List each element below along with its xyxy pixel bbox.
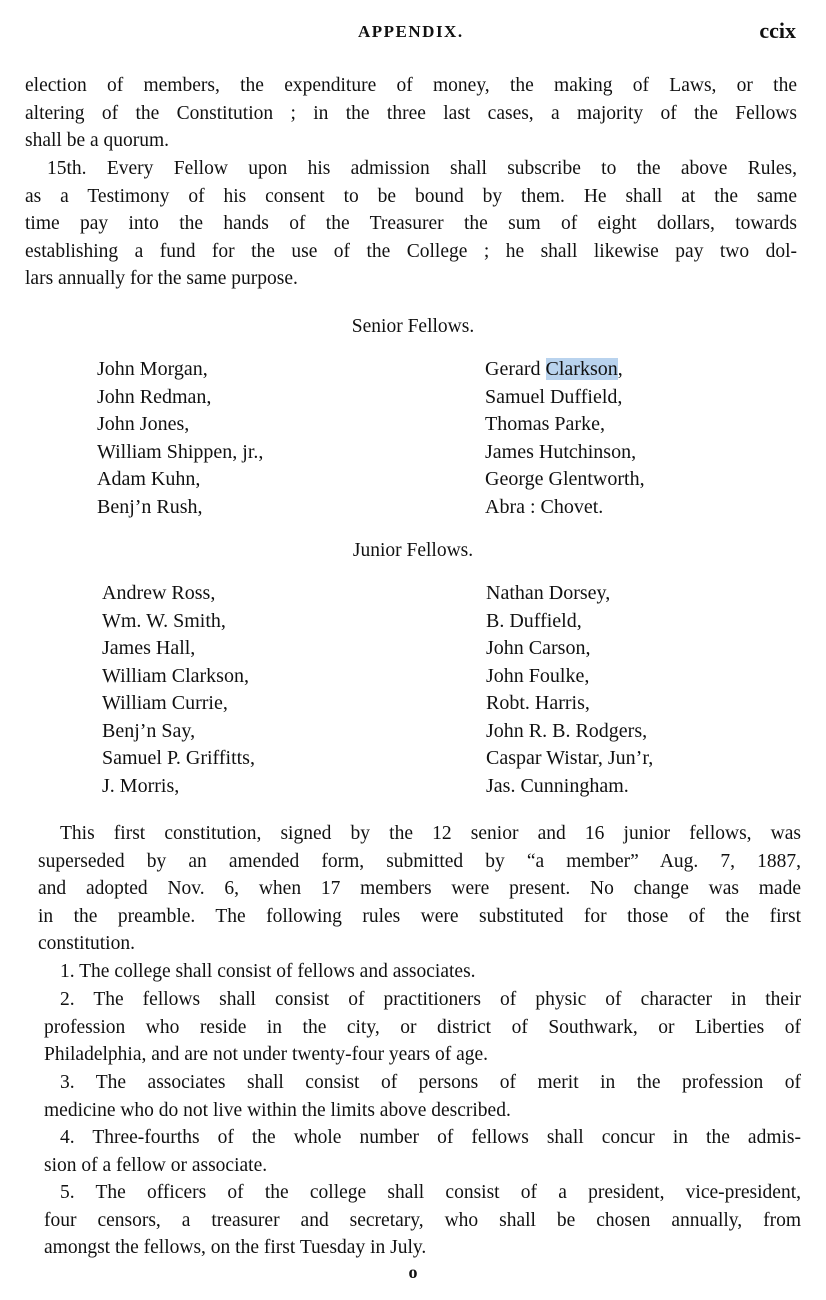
text-line: establishing a fund for the use of the College ; he shall likewise pay two dol-	[25, 240, 797, 262]
junior-fellows-left-column	[102, 580, 255, 800]
text-line: sion of a fellow or associate.	[44, 1154, 268, 1176]
rules-continuation-paragraph	[25, 72, 797, 155]
fellow-name: B. Duffield,	[486, 609, 582, 632]
fellow-name	[485, 356, 645, 384]
fellow-name: Jas. Cunningham.	[486, 774, 629, 797]
fellow-name: Caspar Wistar, Jun’r,	[486, 747, 654, 769]
selected-text-highlight[interactable]: Clarkson	[545, 358, 618, 380]
senior-fellows-heading: Senior Fellows.	[351, 316, 475, 337]
constitution-note-paragraph	[38, 820, 801, 958]
text-line: 4. Three-fourths of the whole number of fellows shall concur in the admis-	[60, 1127, 801, 1148]
fellow-name: Samuel P. Griffitts,	[102, 747, 255, 769]
fellow-name: Nathan Dorsey,	[486, 582, 611, 604]
fellow-name: Benj’n Say,	[102, 719, 196, 742]
fellow-name: John Morgan,	[97, 358, 208, 380]
text-line: as a Testimony of his consent to be bound by them. He shall at the same	[25, 185, 797, 207]
text-line: and adopted Nov. 6, when 17 members were present. No change was made	[38, 878, 801, 899]
fellow-name: John Foulke,	[486, 664, 590, 687]
text-line: 2. The fellows shall consist of practitioners of physic of character in their	[60, 989, 801, 1010]
fellow-name: William Shippen, jr.,	[97, 440, 264, 463]
text-line: 3. The associates shall consist of persons of merit in the profession of	[60, 1072, 801, 1093]
fellow-name: John Jones,	[97, 413, 190, 435]
text-line: four censors, a treasurer and secretary, who shall be chosen annually, from	[44, 1209, 801, 1231]
fellow-name: James Hutchinson,	[485, 440, 637, 463]
rule-2-paragraph	[44, 986, 801, 1069]
fellow-name: John R. B. Rodgers,	[486, 719, 648, 742]
text-line: 1. The college shall consist of fellows and associates.	[60, 961, 476, 982]
fellow-name: William Clarkson,	[102, 664, 249, 687]
fellow-name: John Carson,	[486, 637, 591, 659]
text-line: profession who reside in the city, or district of Southwark, or Liberties of	[44, 1016, 801, 1038]
page-header	[0, 18, 826, 48]
name-punctuation: ,	[617, 358, 623, 380]
senior-fellows-right-column	[485, 356, 645, 521]
fellow-name: George Glentworth,	[485, 468, 645, 490]
text-line: 5. The officers of the college shall consist of a president, vice-president,	[60, 1182, 801, 1203]
text-line: in the preamble. The following rules were substituted for those of the first	[38, 905, 801, 927]
fellow-name: Samuel Duffield,	[485, 385, 623, 408]
text-line: election of members, the expenditure of money, the making of Laws, or the	[25, 75, 797, 96]
fellow-name: Benj’n Rush,	[97, 495, 203, 518]
senior-fellows-left-column	[97, 356, 263, 521]
fellow-name: Andrew Ross,	[102, 582, 216, 604]
running-title: APPENDIX.	[358, 22, 464, 41]
rule-3-paragraph	[44, 1069, 801, 1124]
text-line: shall be a quorum.	[25, 130, 170, 151]
rule-4-paragraph	[44, 1124, 801, 1179]
given-name: Gerard	[485, 358, 546, 380]
text-line: amongst the fellows, on the first Tuesday in July.	[44, 1237, 427, 1258]
fellow-name: James Hall,	[102, 637, 196, 659]
signature-mark: o	[408, 1262, 418, 1282]
fellow-name: Adam Kuhn,	[97, 468, 201, 490]
text-line: This first constitution, signed by the 12 senior and 16 junior fellows, was	[60, 823, 801, 844]
fellow-name: Thomas Parke,	[485, 413, 605, 435]
rule-1-paragraph	[38, 958, 801, 986]
rule-15-paragraph	[25, 155, 797, 293]
text-line: lars annually for the same purpose.	[25, 268, 298, 289]
text-line: Philadelphia, and are not under twenty-four years of age.	[44, 1044, 489, 1065]
page-number: ccix	[759, 18, 796, 43]
text-line: altering of the Constitution ; in the three last cases, a majority of the Fellows	[25, 102, 797, 124]
fellow-name: Wm. W. Smith,	[102, 609, 226, 632]
fellow-name: J. Morris,	[102, 774, 180, 797]
fellow-name: William Currie,	[102, 692, 228, 714]
text-line: medicine who do not live within the limits above described.	[44, 1099, 511, 1121]
text-line: time pay into the hands of the Treasurer the sum of eight dollars, towards	[25, 213, 797, 234]
fellow-name: John Redman,	[97, 385, 212, 408]
text-line: superseded by an amended form, submitted by “a member” Aug. 7, 1887,	[38, 850, 801, 872]
junior-fellows-right-column	[486, 580, 653, 800]
junior-fellows-heading: Junior Fellows.	[352, 540, 474, 561]
text-line: constitution.	[38, 933, 135, 954]
fellow-name: Robt. Harris,	[486, 692, 590, 714]
fellow-name: Abra : Chovet.	[485, 495, 604, 518]
text-line: 15th. Every Fellow upon his admission shall subscribe to the above Rules,	[47, 158, 797, 179]
rule-5-paragraph	[44, 1179, 801, 1262]
